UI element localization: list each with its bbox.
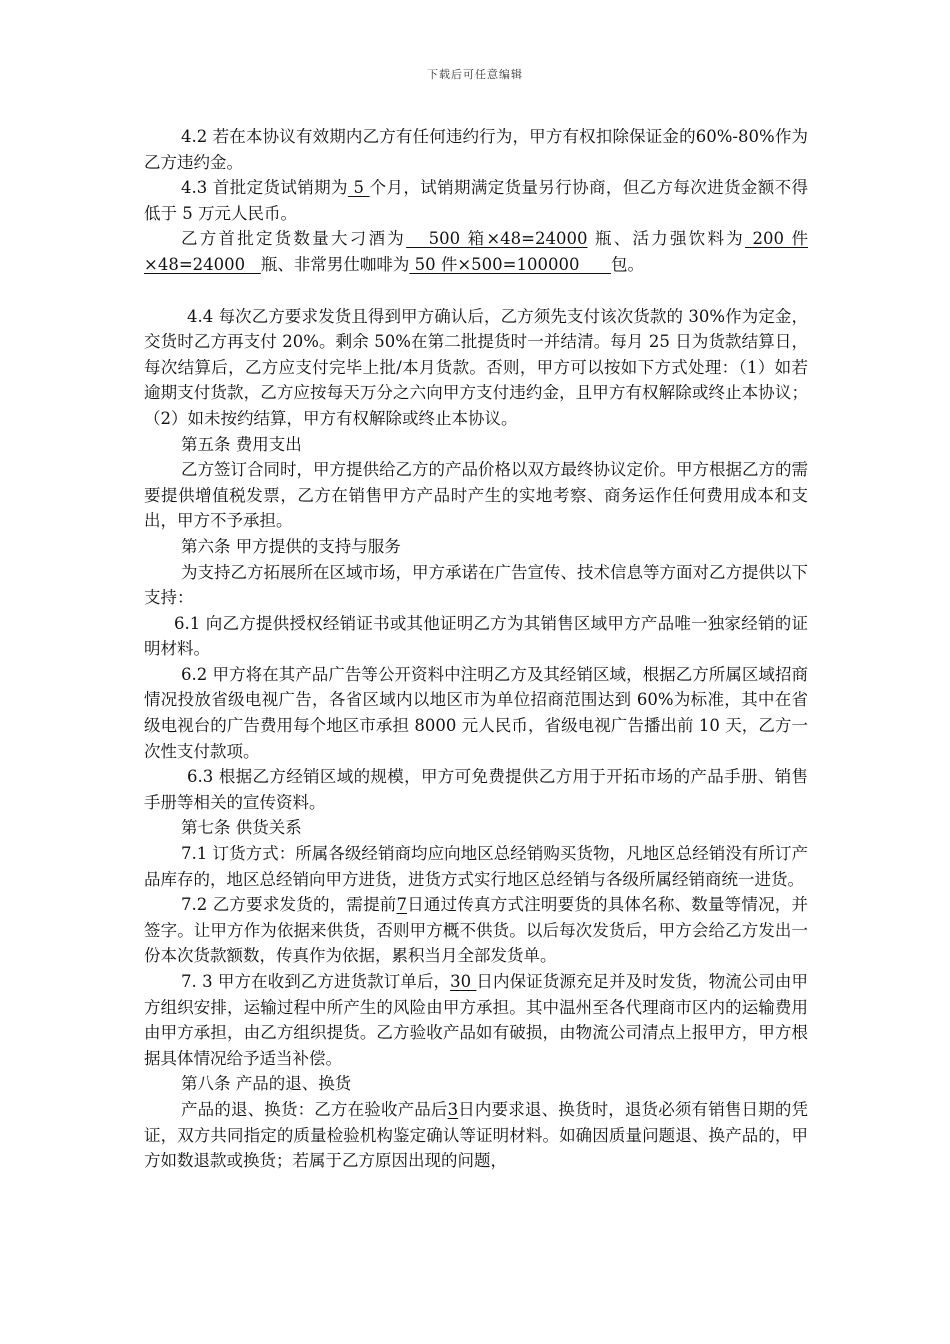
paragraph-7-2 [144, 892, 808, 969]
text-run: 4.3 首批定货试销期为 [181, 178, 348, 198]
heading-article-7: 第七条 供货关系 [181, 818, 302, 838]
paragraph-article-8 [144, 1097, 808, 1174]
text-run: 瓶、非常男仕咖啡为 [260, 254, 410, 274]
paragraph-6-2: 6.2 甲方将在其产品广告等公开资料中注明乙方及其经销区域，根据乙方所属区域招商情况投放省级电视广告，各省区域内以地区市为单位招商范围达到 60%为标准，其中在省级电视台的广告费用每个地区市承担 8000 元人民币，省级电视广告播出前 10 天，乙方一次性支付款项。 [144, 664, 808, 761]
text-run: 个月，试销期满定货量另行协商，但乙方每次进货金额不得低于 5 万元人民币。 [144, 178, 808, 223]
text-run: 7.2 乙方要求发货的，需提前 [181, 895, 397, 915]
text-run: 包。 [610, 254, 644, 274]
text-run: 乙方首批定货数量大刁酒为 [181, 229, 407, 249]
paragraph-4-3 [144, 175, 808, 226]
text-run: 日通过传真方式注明要货的具体名称、数量等情况，并签字。让甲方作为依据来供货，否则甲方概不供货。以后每次发货后，甲方会给乙方发出一份本次货款额数，传真作为依据，累积当月全部发货单。 [144, 895, 809, 966]
text-run: 日内保证货源充足并及时发货，物流公司由甲方组织安排，运输过程中所产生的风险由甲方承担。其中温州至各代理商市区内的运输费用由甲方承担，由乙方组织提货。乙方验收产品如有破损，由物流公司清点上报甲方，甲方根据具体情况给予适当补偿。 [144, 972, 808, 1068]
blank-line [144, 278, 808, 304]
coffee-quantity-value: 50 件×500=100000 [409, 254, 611, 274]
paragraph-article-6-intro: 为支持乙方拓展所在区域市场，甲方承诺在广告宣传、技术信息等方面对乙方提供以下支持： [144, 562, 808, 608]
paragraph-6-1: 6.1 向乙方提供授权经销证书或其他证明乙方为其销售区域甲方产品唯一独家经销的证明材料。 [144, 613, 808, 659]
liquor-quantity-value: 500 箱×48=24000 [406, 229, 588, 249]
page-header: 下载后可任意编辑 [427, 68, 523, 81]
text-run: 7. 3 甲方在收到乙方进货款订单后， [181, 972, 451, 991]
text-run: 瓶、活力强饮料为 [587, 229, 746, 249]
trial-months-value: 5 [347, 178, 370, 198]
delivery-days-value: 30 [450, 972, 477, 991]
heading-article-8: 第八条 产品的退、换货 [181, 1074, 352, 1094]
paragraph-first-order [144, 226, 808, 277]
paragraph-6-3: 6.3 根据乙方经销区域的规模，甲方可免费提供乙方用于开拓市场的产品手册、销售手册等相关的宣传资料。 [144, 767, 808, 812]
text-run: 产品的退、换货：乙方在验收产品后 [181, 1099, 448, 1119]
advance-days-value: 7 [396, 895, 407, 915]
paragraph-article-5: 乙方签订合同时，甲方提供给乙方的产品价格以双方最终协议定价。甲方根据乙方的需要提供增值税发票，乙方在销售甲方产品时产生的实地考察、商务运作任何费用成本和支出，甲方不予承担。 [144, 460, 808, 531]
text-run: 日内要求退、换货时，退货必须有销售日期的凭证，双方共同指定的质量检验机构鉴定确认等证明材料。如确因质量问题退、换产品的，甲方如数退款或换货；若属于乙方原因出现的问题， [144, 1099, 809, 1171]
drink-quantity-value: 200 件×48=24000 [144, 229, 809, 274]
return-days-value: 3 [447, 1099, 459, 1119]
paragraph-7-1: 7.1 订货方式：所属各级经销商均应向地区总经销购买货物，凡地区总经销没有所订产品库存的，地区总经销向甲方进货，进货方式实行地区总经销与各级所属经销商统一进货。 [144, 844, 808, 889]
document-body [144, 124, 808, 1174]
paragraph-7-3 [144, 969, 808, 1071]
paragraph-4-4: 4.4 每次乙方要求发货且得到甲方确认后，乙方须先支付该次货款的 30%作为定金，交货时乙方再支付 20%。剩余 50%在第二批提货时一并结清。每月 25 日为货款结算日，每次结算后，乙方应支付完毕上批/本月货款。否则，甲方可以按如下方式处理：（1）如若逾期支付货款，乙方应按每天万分之六向甲方支付违约金，且甲方有权解除或终止本协议；（2）如未按约结算，甲方有权解除或终止本协议。 [144, 306, 808, 428]
heading-article-6: 第六条 甲方提供的支持与服务 [181, 536, 401, 556]
paragraph-4-2: 4.2 若在本协议有效期内乙方有任何违约行为，甲方有权扣除保证金的60%-80%作为乙方违约金。 [144, 127, 808, 172]
heading-article-5: 第五条 费用支出 [181, 434, 302, 454]
